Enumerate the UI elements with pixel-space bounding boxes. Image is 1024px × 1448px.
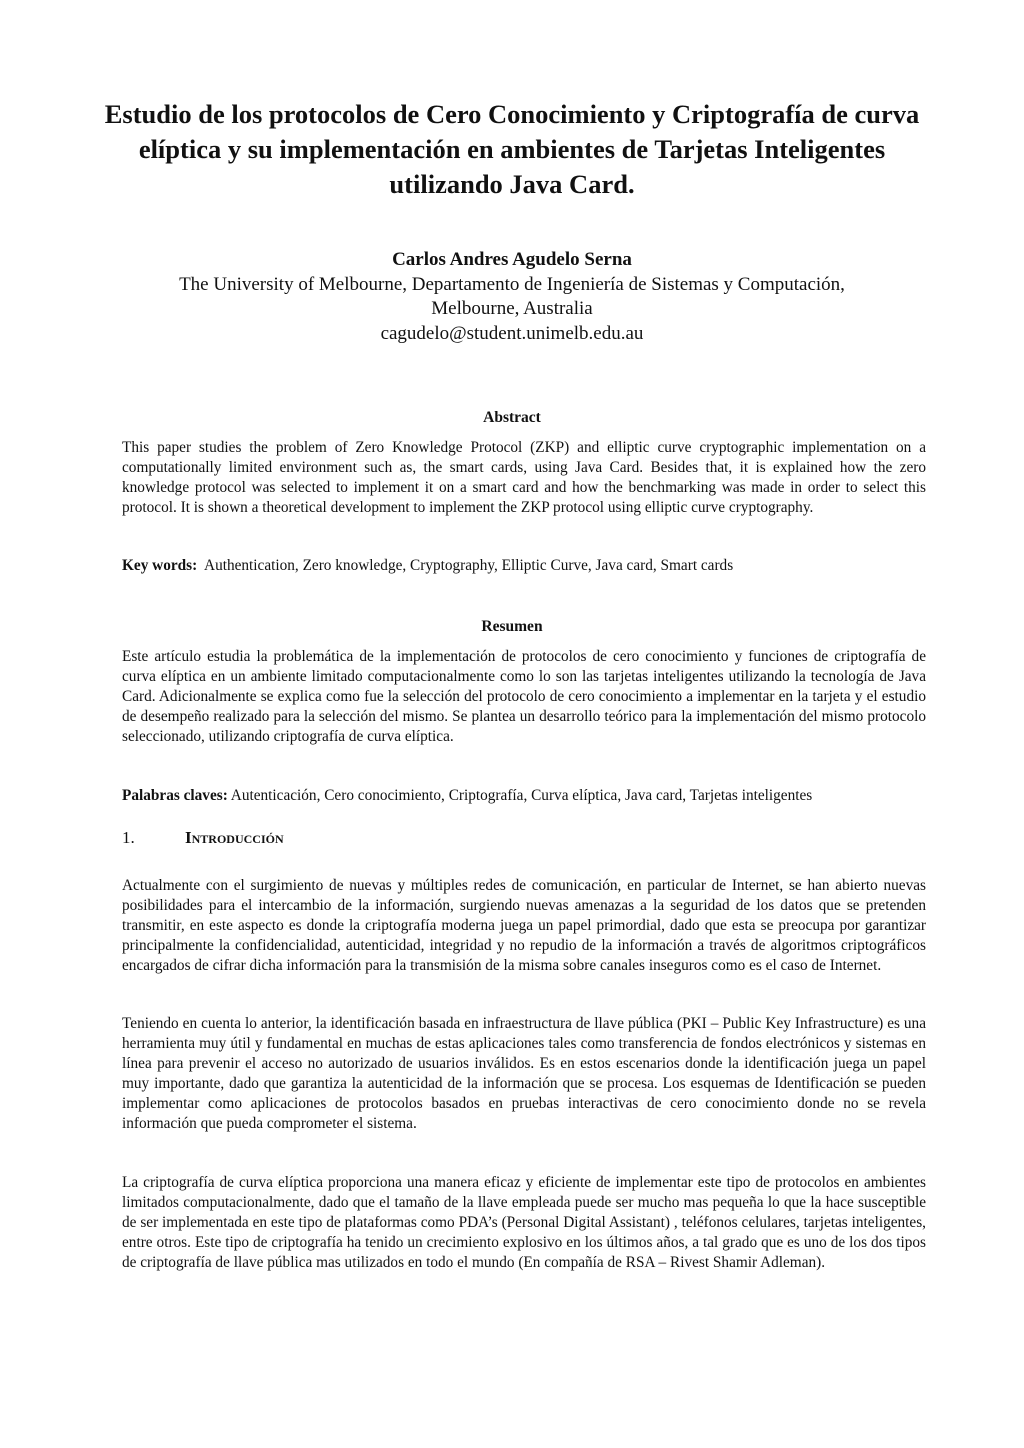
keywords-values: Authentication, Zero knowledge, Cryptography, Elliptic Curve, Java card, Smart cards	[204, 557, 734, 574]
keywords-label: Key words:	[122, 557, 198, 574]
author-affiliation: The University of Melbourne, Departamento de Ingeniería de Sistemas y Computación,	[179, 273, 845, 295]
introduction-heading	[122, 826, 284, 850]
author-location: Melbourne, Australia	[431, 298, 593, 319]
intro-paragraph-1: Actualmente con el surgimiento de nuevas y múltiples redes de comunicación, en particular de Internet, se han abierto nuevas posibilidades para el intercambio de la información, surgiendo nuevas amenazas a la seguridad de los datos que se pretenden transmitir, en este aspecto es donde la criptografía moderna juega un papel primordial, dado que esta se preocupa por garantizar principalmente la confidencialidad, autenticidad, integridad y no repudio de la información a través de algoritmos criptográficos encargados de cifrar dicha información para la transmisión de la misma sobre canales inseguros como es el caso de Internet.	[122, 877, 926, 974]
author-email: cagudelo@student.unimelb.edu.au	[380, 322, 644, 344]
intro-paragraph-3: La criptografía de curva elíptica proporciona una manera eficaz y eficiente de implementar este tipo de protocolos en ambientes limitados computacionalmente, dado que el tamaño de la llave empleada puede ser mucho mas pequeña lo que la hace susceptible de ser implementada en este tipo de plataformas como PDA’s (Personal Digital Assistant) , teléfonos celulares, tarjetas inteligentes, entre otros. Este tipo de criptografía ha tenido un crecimiento explosivo en los últimos años, a tal grado que es uno de los dos tipos de criptografía de llave pública mas utilizados en todo el mundo (En compañía de RSA – Rivest Shamir Adleman).	[122, 1174, 926, 1271]
palabras-claves-label: Palabras claves:	[122, 787, 228, 804]
author-block	[100, 248, 924, 346]
abstract-text: This paper studies the problem of Zero Knowledge Protocol (ZKP) and elliptic curve cryptographic implementation on a computationally limited environment such as, the smart cards, using Java Card. Besides that, it is explained how the zero knowledge protocol was selected to implement it on a smart card and how the benchmarking was made in order to select this protocol. It is shown a theoretical development to implement the ZKP protocol using elliptic curve cryptography.	[122, 439, 926, 516]
palabras-claves-values: Autenticación, Cero conocimiento, Criptografía, Curva elíptica, Java card, Tarjetas inteligentes	[230, 787, 813, 804]
section-number: 1.	[122, 828, 135, 847]
author-name: Carlos Andres Agudelo Serna	[392, 249, 632, 270]
paper-title: Estudio de los protocolos de Cero Conocimiento y Criptografía de curva elíptica y su implementación en ambientes de Tarjetas Inteligentes utilizando Java Card.	[104, 99, 920, 199]
section-title: Introducción	[185, 828, 284, 847]
resumen-text: Este artículo estudia la problemática de la implementación de protocolos de cero conocimiento y funciones de criptografía de curva elíptica en un ambiente limitado computacionalmente como lo son las tarjetas inteligentes utilizando la tecnología de Java Card. Adicionalmente se explica como fue la selección del protocolo de cero conocimiento a implementar en la tarjeta y el estudio de desempeño realizado para la selección del mismo. Se plantea un desarrollo teórico para la implementación del mismo protocolo seleccionado, utilizando criptografía de curva elíptica.	[122, 648, 926, 745]
intro-paragraph-2: Teniendo en cuenta lo anterior, la identificación basada en infraestructura de llave pública (PKI – Public Key Infrastructure) es una herramienta muy útil y fundamental en muchas de estas aplicaciones tales como transferencia de fondos electrónicos y sistemas en línea para prevenir el acceso no autorizado de usuarios inválidos. Es en estos escenarios donde la identificación juega un papel muy importante, dado que garantiza la autenticidad de la información que se procesa. Los esquemas de Identificación se pueden implementar como aplicaciones de protocolos basados en pruebas interactivas de cero conocimiento donde no se revela información que pueda comprometer el sistema.	[122, 1015, 926, 1132]
resumen-heading: Resumen	[481, 618, 543, 635]
abstract-heading: Abstract	[483, 409, 541, 426]
abstract-keywords	[122, 556, 926, 576]
resumen-keywords	[122, 786, 926, 806]
